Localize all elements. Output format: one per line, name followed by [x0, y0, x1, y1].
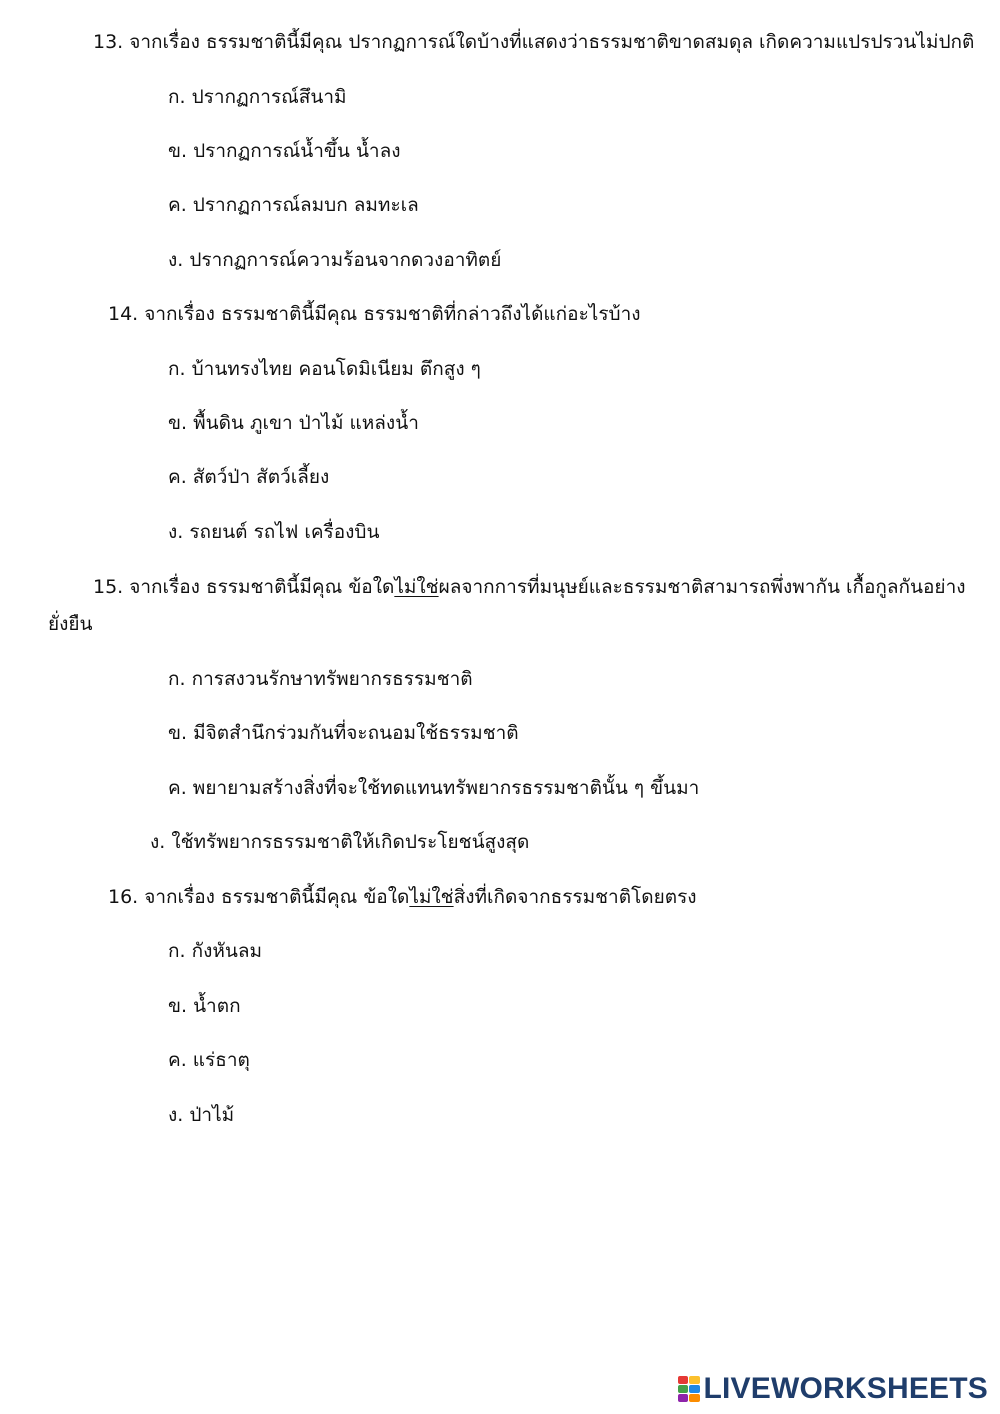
question-14-option-d[interactable]: ง. รถยนต์ รถไฟ เครื่องบิน [168, 521, 380, 543]
question-16-suffix: สิ่งที่เกิดจากธรรมชาติโดยตรง [453, 886, 697, 908]
question-16-emphasis: ไม่ใช่ [409, 886, 454, 908]
question-15-emphasis: ไม่ใช่ [394, 576, 439, 598]
liveworksheets-logo [678, 1372, 989, 1406]
question-15-option-c[interactable]: ค. พยายามสร้างสิ่งที่จะใช้ทดแทนทรัพยากรธรรมชาตินั้น ๆ ขึ้นมา [168, 777, 700, 799]
mark-block [678, 1376, 689, 1384]
question-14-option-b[interactable]: ข. พื้นดิน ภูเขา ป่าไม้ แหล่งน้ำ [168, 412, 419, 434]
question-14-text: 14. จากเรื่อง ธรรมชาตินี้มีคุณ ธรรมชาติที่กล่าวถึงได้แก่อะไรบ้าง [108, 303, 641, 325]
question-13-option-c[interactable]: ค. ปรากฏการณ์ลมบก ลมทะเล [168, 194, 419, 216]
mark-block [689, 1394, 700, 1402]
question-15-continuation: ยั่งยืน [48, 613, 93, 635]
question-14-option-a[interactable]: ก. บ้านทรงไทย คอนโดมิเนียม ตึกสูง ๆ [168, 358, 481, 380]
question-16-option-b[interactable]: ข. น้ำตก [168, 995, 241, 1017]
question-15-suffix: ผลจากการที่มนุษย์และธรรมชาติสามารถพึ่งพากัน เกื้อกูลกันอย่าง [438, 576, 966, 598]
question-13-option-b[interactable]: ข. ปรากฏการณ์น้ำขึ้น น้ำลง [168, 140, 401, 162]
question-15-text [93, 573, 966, 601]
question-16-option-a[interactable]: ก. กังหันลม [168, 940, 263, 962]
question-15-option-a[interactable]: ก. การสงวนรักษาทรัพยากรธรรมชาติ [168, 668, 473, 690]
question-16-option-c[interactable]: ค. แร่ธาตุ [168, 1049, 250, 1071]
question-15-option-d[interactable]: ง. ใช้ทรัพยากรธรรมชาติให้เกิดประโยชน์สูงสุด [150, 831, 530, 853]
question-13-option-d[interactable]: ง. ปรากฏการณ์ความร้อนจากดวงอาทิตย์ [168, 249, 502, 271]
question-16-text [108, 883, 697, 911]
logo-text: LIVEWORKSHEETS [703, 1372, 988, 1405]
mark-block [678, 1385, 689, 1393]
mark-block [678, 1394, 689, 1402]
question-15-option-b[interactable]: ข. มีจิตสำนึกร่วมกันที่จะถนอมใช้ธรรมชาติ [168, 722, 519, 744]
question-16-prefix: 16. จากเรื่อง ธรรมชาตินี้มีคุณ ข้อใด [108, 886, 410, 908]
question-15-prefix: 15. จากเรื่อง ธรรมชาตินี้มีคุณ ข้อใด [93, 576, 395, 598]
question-14-option-c[interactable]: ค. สัตว์ป่า สัตว์เลี้ยง [168, 466, 330, 488]
question-13-option-a[interactable]: ก. ปรากฏการณ์สึนามิ [168, 86, 347, 108]
liveworksheets-mark-icon [678, 1376, 700, 1402]
mark-block [689, 1385, 700, 1393]
question-16-option-d[interactable]: ง. ป่าไม้ [168, 1104, 235, 1126]
question-13-text: 13. จากเรื่อง ธรรมชาตินี้มีคุณ ปรากฏการณ์ใดบ้างที่แสดงว่าธรรมชาติขาดสมดุล เกิดความแปรปรวนไม่ปกติ [93, 31, 975, 53]
mark-block [689, 1376, 700, 1384]
